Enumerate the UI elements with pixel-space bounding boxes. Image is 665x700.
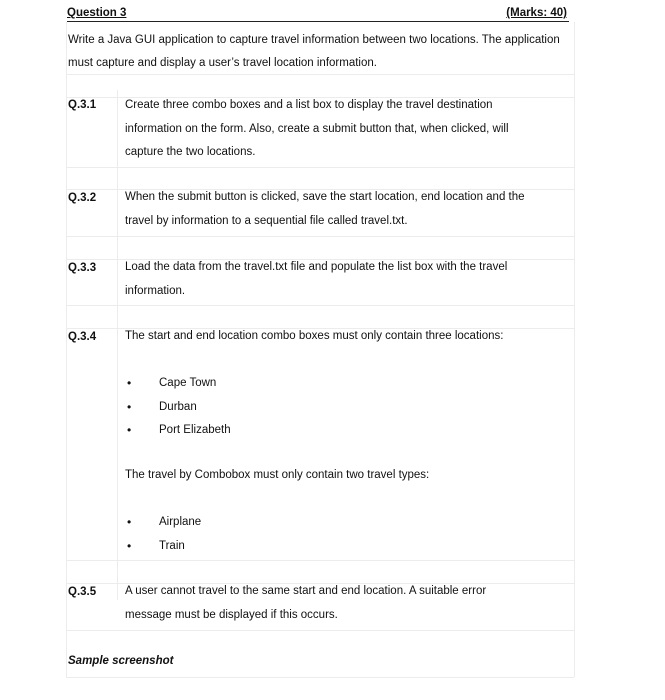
table-row-line [66, 305, 574, 306]
item-number: Q.3.5 [68, 586, 97, 598]
table-row-line [66, 630, 574, 631]
question-heading [67, 7, 569, 22]
item-text: When the submit button is clicked, save the start location, end location and the travel by information to a sequential file called travel.txt. [125, 191, 525, 227]
item-text: A user cannot travel to the same start and end location. A suitable error message must be displayed if this occurs. [125, 585, 487, 621]
sample-screenshot-label: Sample screenshot [68, 655, 174, 667]
list-item [125, 372, 231, 396]
table-row-line [66, 677, 574, 678]
travel-type-text: The travel by Combobox must only contain two travel types: [125, 469, 430, 481]
item-text: The start and end location combo boxes must only contain three locations: [125, 330, 504, 342]
bullet: • [127, 376, 132, 390]
item-number: Q.3.3 [68, 262, 97, 274]
location-option: Cape Town [159, 377, 217, 389]
travel-type-list [125, 511, 201, 558]
list-item [125, 511, 201, 535]
item-text: Load the data from the travel.txt file and populate the list box with the travel information. [125, 261, 508, 297]
list-item [125, 535, 201, 559]
table-border-left [66, 22, 67, 677]
travel-type-option: Train [159, 539, 185, 552]
question-intro: Write a Java GUI application to capture travel information between two locations. The application must capture and display a user’s travel location information. [68, 34, 560, 69]
question-title: Question 3 [67, 7, 127, 19]
bullet: • [127, 423, 132, 437]
item-number: Q.3.1 [68, 99, 97, 111]
item-number: Q.3.2 [68, 192, 97, 204]
location-option: Durban [159, 400, 197, 413]
list-item [125, 396, 231, 420]
question-marks: (Marks: 40) [506, 7, 567, 19]
table-border-right [574, 22, 575, 677]
bullet: • [127, 399, 132, 414]
location-list [125, 372, 231, 443]
bullet: • [127, 538, 132, 553]
table-row-line [66, 236, 574, 237]
table-row-line [66, 167, 574, 168]
bullet: • [127, 515, 132, 529]
location-option: Port Elizabeth [159, 424, 231, 436]
list-item [125, 419, 231, 443]
travel-type-option: Airplane [159, 516, 202, 528]
item-number: Q.3.4 [68, 331, 97, 343]
table-row-line [66, 560, 574, 561]
item-text: Create three combo boxes and a list box to display the travel destination information on the form. Also, create a submit button that, when clicked, will capture the two locations. [125, 99, 509, 158]
